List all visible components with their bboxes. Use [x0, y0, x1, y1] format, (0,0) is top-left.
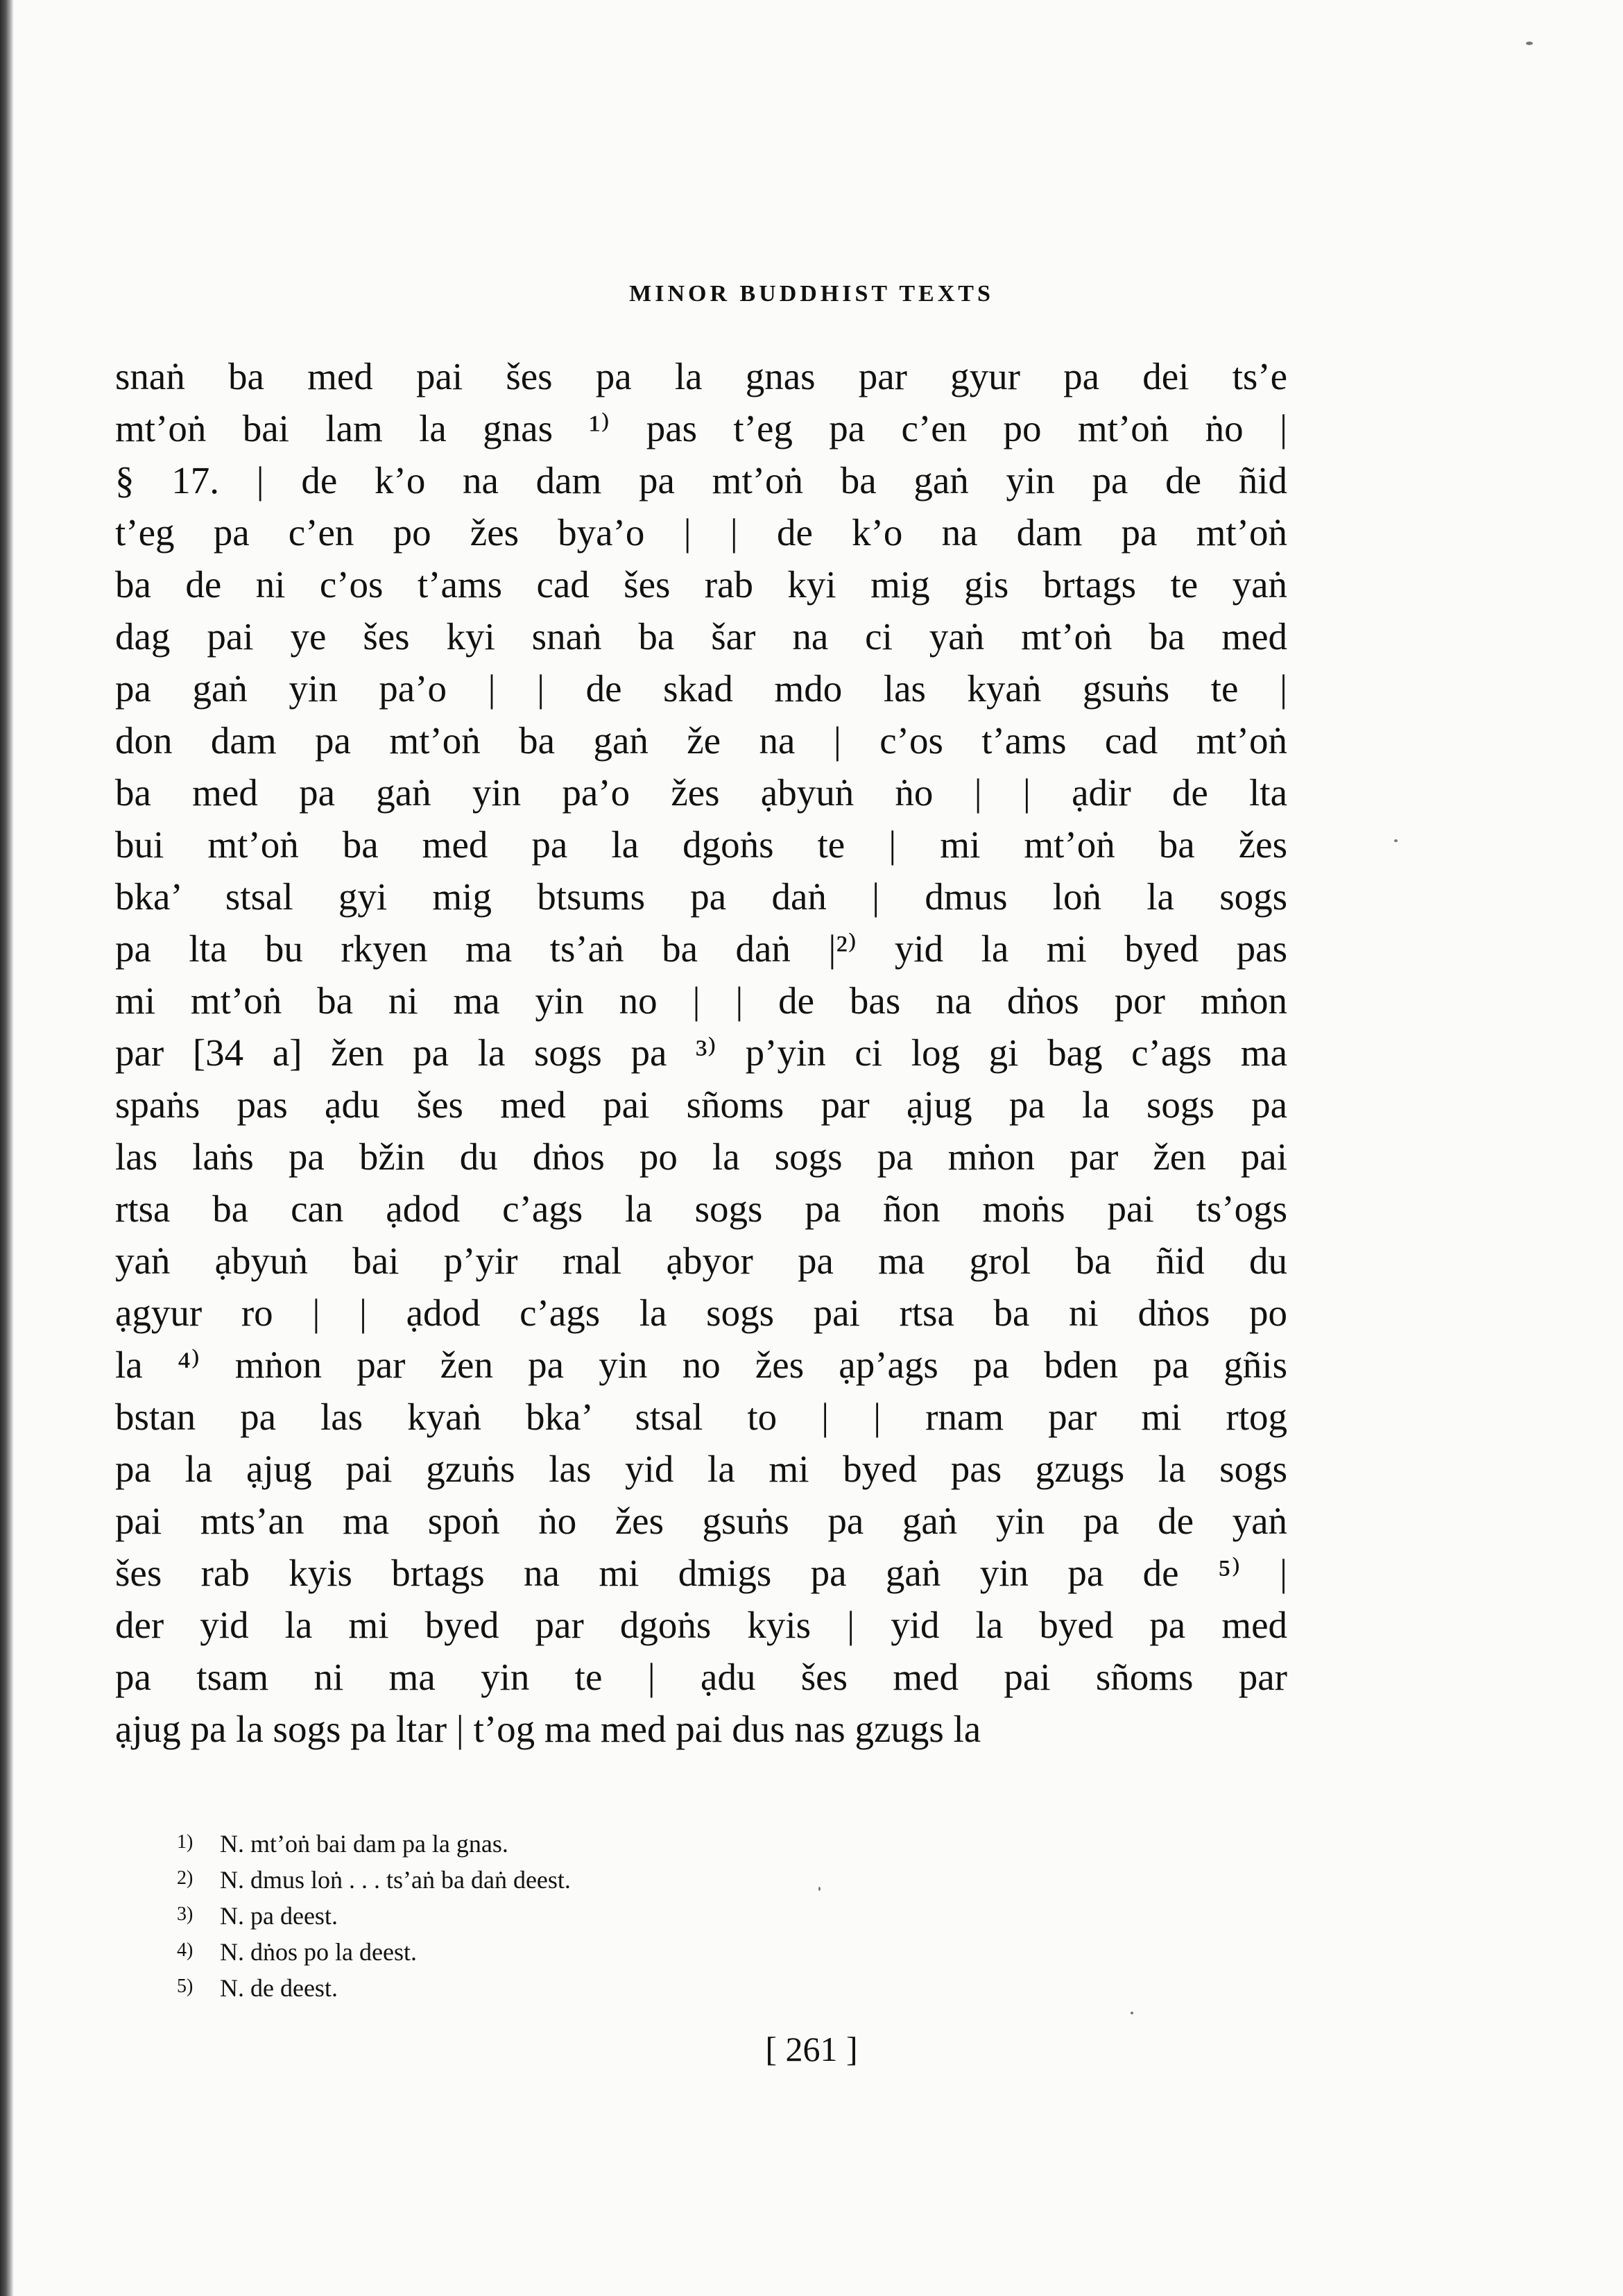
text-line: der yid la mi byed par dgoṅs kyis | yid la byed pa med — [115, 1604, 1287, 1646]
text-line: ạgyur ro | | ạdod c’ags la sogs pai rtsa ba ni dṅos po — [115, 1292, 1287, 1334]
text-line: t’eg pa c’en po žes bya’o | | de k’o na dam pa mt’oṅ — [115, 511, 1287, 554]
footnote-text: N. mt’oṅ bai dam pa la gnas. — [220, 1830, 508, 1858]
page-spine-shadow — [0, 0, 14, 2296]
text-line: pa gaṅ yin pa’o | | de skad mdo las kyaṅ gsuṅs te | — [115, 667, 1287, 710]
text-line: bstan pa las kyaṅ bka’ stsal to | | rnam par mi rtog — [115, 1396, 1287, 1438]
paper-speck — [1526, 42, 1533, 45]
text-line: spaṅs pas ạdu šes med pai sñoms par ạjug pa la sogs pa — [115, 1083, 1287, 1126]
footnote-number: 2) — [177, 1867, 194, 1889]
text-line: snaṅ ba med pai šes pa la gnas par gyur pa dei ts’e — [115, 355, 1287, 397]
text-line: la ⁴⁾ mṅon par žen pa yin no žes ạp’ags pa bden pa gñis — [115, 1344, 1287, 1386]
text-line: mi mt’oṅ ba ni ma yin no | | de bas na dṅos por mṅon — [115, 979, 1287, 1022]
text-line: yaṅ ạbyuṅ bai p’yir rnal ạbyor pa ma grol ba ñid du — [115, 1240, 1287, 1282]
text-line: dag pai ye šes kyi snaṅ ba šar na ci yaṅ mt’oṅ ba med — [115, 615, 1287, 658]
text-line: rtsa ba can ạdod c’ags la sogs pa ñon moṅs pai ts’ogs — [115, 1188, 1287, 1230]
text-line: pa la ạjug pai gzuṅs las yid la mi byed pas gzugs la sogs — [115, 1448, 1287, 1490]
text-line: ba de ni c’os t’ams cad šes rab kyi mig gis brtags te yaṅ — [115, 563, 1287, 606]
text-line: ba med pa gaṅ yin pa’o žes ạbyuṅ ṅo | | ạdir de lta — [115, 771, 1287, 814]
footnote-text: N. pa deest. — [220, 1902, 338, 1930]
footnote-text: N. dṅos po la deest. — [220, 1938, 417, 1966]
footnote — [177, 1969, 1148, 2005]
text-line: las laṅs pa bžin du dṅos po la sogs pa mṅon par žen pai — [115, 1136, 1287, 1178]
paper-speck — [818, 1887, 821, 1891]
text-line: bka’ stsal gyi mig btsums pa daṅ | dmus loṅ la sogs — [115, 875, 1287, 918]
footnotes — [177, 1824, 1148, 2005]
text-line: mt’oṅ bai lam la gnas ¹⁾ pas t’eg pa c’en po mt’oṅ ṅo | — [115, 407, 1287, 449]
footnote-number: 4) — [177, 1939, 194, 1961]
text-line: don dam pa mt’oṅ ba gaṅ že na | c’os t’ams cad mt’oṅ — [115, 719, 1287, 762]
text-line: pa lta bu rkyen ma ts’aṅ ba daṅ |²⁾ yid la mi byed pas — [115, 927, 1287, 970]
page-number: [ 261 ] — [765, 2030, 858, 2068]
text-line: § 17. | de k’o na dam pa mt’oṅ ba gaṅ yin pa de ñid — [115, 459, 1287, 502]
running-head: MINOR BUDDHIST TEXTS — [629, 281, 994, 307]
paper-speck — [1131, 2012, 1133, 2014]
paper-speck — [1394, 839, 1398, 842]
footnote — [177, 1860, 1148, 1896]
text-line: par [34 a] žen pa la sogs pa ³⁾ p’yin ci log gi bag c’ags ma — [115, 1031, 1287, 1074]
text-line: bui mt’oṅ ba med pa la dgoṅs te | mi mt’oṅ ba žes — [115, 823, 1287, 866]
footnote — [177, 1824, 1148, 1860]
footnote-text: N. de deest. — [220, 1974, 338, 2002]
body-text — [115, 350, 1287, 1755]
text-line: šes rab kyis brtags na mi dmigs pa gaṅ yin pa de ⁵⁾ | — [115, 1552, 1287, 1594]
footnote-number: 1) — [177, 1831, 194, 1853]
text-line: pai mts’an ma spoṅ ṅo žes gsuṅs pa gaṅ yin pa de yaṅ — [115, 1500, 1287, 1542]
text-line: ạjug pa la sogs pa ltar | t’og ma med pai dus nas gzugs la — [115, 1708, 981, 1750]
text-line: pa tsam ni ma yin te | ạdu šes med pai sñoms par — [115, 1656, 1287, 1698]
footnote-text: N. dmus loṅ . . . ts’aṅ ba daṅ deest. — [220, 1866, 571, 1894]
footnote-number: 3) — [177, 1903, 194, 1925]
footnote — [177, 1896, 1148, 1933]
footnote — [177, 1933, 1148, 1969]
footnote-number: 5) — [177, 1976, 194, 1997]
